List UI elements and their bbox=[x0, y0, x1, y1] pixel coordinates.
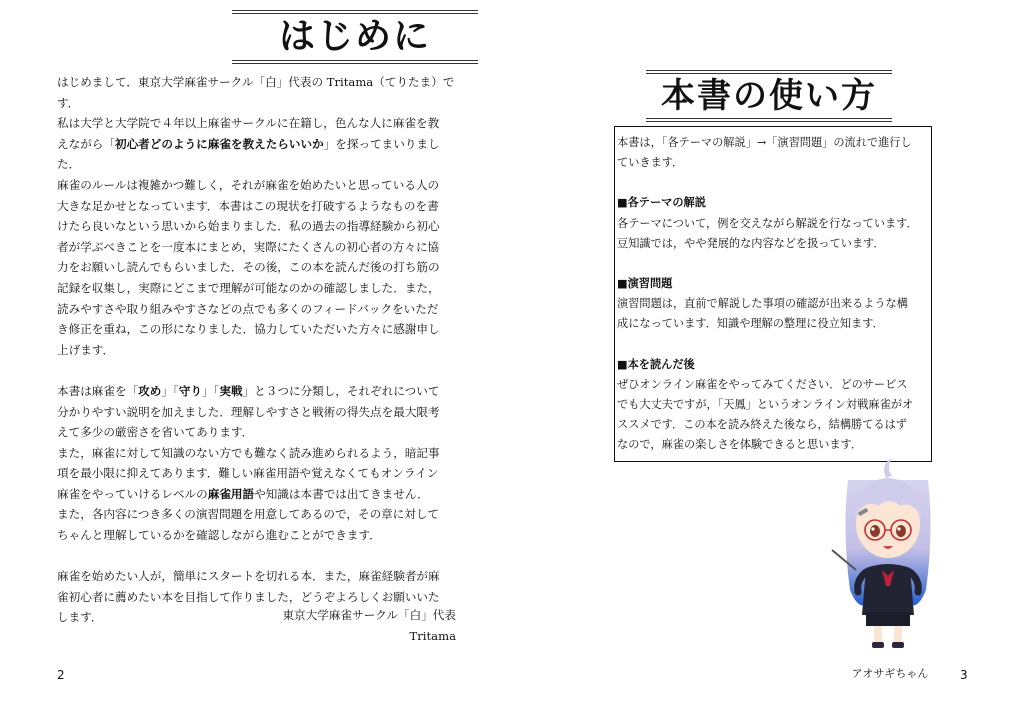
text-line: でも大丈夫ですが，「天鳳」というオンライン対戦麻雀がオ bbox=[617, 398, 914, 412]
text-line: 麻雀を始めたい人が，簡単にスタートを切れる本．また，麻雀経験者が麻 bbox=[57, 569, 440, 584]
signature-name: Tritama bbox=[409, 629, 456, 643]
text-line: 演習問題は，直前で解説した事項の確認が出来るような構 bbox=[617, 297, 908, 311]
text-line: ススメです．この本を読み終えた後なら，結構勝てるはず bbox=[617, 418, 907, 432]
mascot-illustration bbox=[820, 440, 954, 650]
page-number-left: 2 bbox=[57, 668, 65, 682]
text-line: 雀初心者に薦めたい本を目指して作りました，どうぞよろしくお願いいた bbox=[57, 589, 440, 604]
text-line: 成になっています．知識や理解の整理に役立知ます． bbox=[617, 317, 884, 331]
text-line: 上げます． bbox=[57, 342, 115, 357]
text-line: 各テーマについて，例を交えながら解説を行なっています． bbox=[617, 216, 918, 230]
right-page bbox=[512, 0, 1024, 723]
text-line: 麻雀をやっていけるレベルの麻雀用語や知識は本書では出てきません． bbox=[57, 486, 429, 501]
text-line: また，各内容につき多くの演習問題を用意してあるので，その章に対して bbox=[57, 507, 440, 522]
text-line: ちゃんと理解しているかを確認しながら進むことができます． bbox=[57, 528, 381, 543]
text-line: 分かりやすい説明を加えました．理解しやすさと戦術の得失点を最大限考 bbox=[57, 404, 440, 419]
section-heading: ■本を読んだ後 bbox=[617, 357, 695, 371]
text-line: けたら良いなという思いから始まりました．私の過去の指導経験から初心 bbox=[57, 219, 440, 234]
text-line: はじめまして．東京大学麻雀サークル「白」代表の Tritama（てりたま）です． bbox=[57, 75, 455, 110]
uniform bbox=[862, 564, 914, 615]
text-line: き修正を重ね，この形になりました．協力していただいた方々に感謝申し bbox=[57, 322, 440, 337]
text-line: ぜひオンライン麻雀をやってみてください．どのサービス bbox=[617, 377, 908, 391]
text-line: なので，麻雀の楽しさを体験できると思います． bbox=[617, 438, 863, 452]
section-heading: ■各テーマの解説 bbox=[617, 196, 706, 210]
text-line: た． bbox=[57, 157, 81, 172]
text-line: えて多少の厳密さを省いてあります． bbox=[57, 425, 254, 440]
intro-body bbox=[57, 72, 457, 628]
title-rule-bottom bbox=[232, 60, 478, 64]
text-line: 本書は麻雀を「攻め」「守り」「実戦」と３つに分類し，それぞれについて bbox=[57, 383, 440, 398]
text-line: 項を最小限に抑えてあります．難しい麻雀用語や覚えなくてもオンライン bbox=[57, 466, 439, 481]
text-line: 力をお願いし読んでもらいました．その後，この本を読んだ後の打ち筋の bbox=[57, 260, 440, 275]
mascot-caption: アオサギちゃん bbox=[851, 667, 929, 680]
text-line: 麻雀のルールは複雑かつ難しく，それが麻雀を始めたいと思っている人の bbox=[57, 177, 440, 192]
usage-title: 本書の使い方 bbox=[646, 70, 892, 122]
page-number-right: 3 bbox=[960, 668, 968, 682]
usage-box bbox=[614, 126, 932, 462]
text-line: 大きな足かせとなっています．本書はこの現状を打破するようなものを書 bbox=[57, 198, 439, 213]
text-line: 者が学ぶべきことを一度本にまとめ，実際にたくさんの初心者の方々に協 bbox=[57, 239, 440, 254]
section-heading: ■演習問題 bbox=[617, 277, 673, 291]
text-line: します． bbox=[57, 610, 103, 625]
hajimeni-title: はじめに bbox=[232, 10, 478, 64]
text-line: 私は大学と大学院で４年以上麻雀サークルに在籍し，色んな人に麻雀を教 bbox=[57, 116, 440, 131]
text-line: 記録を収集し，実際にどこまで理解が可能なのかの確認しました．また， bbox=[57, 280, 440, 295]
text-line: 読みやすさや取り組みやすさなどの点でも多くのフィードバックをいただ bbox=[57, 301, 439, 316]
text-line: また，麻雀に対して知識のない方でも難なく読み進められるよう，暗記事 bbox=[57, 445, 440, 460]
text-line: えながら「初心者どのように麻雀を教えたらいいか」を探ってまいりまし bbox=[57, 136, 440, 151]
text-line: ていきます． bbox=[617, 156, 684, 170]
text-line: 豆知識では，やや発展的な内容などを扱っています． bbox=[617, 236, 885, 250]
title-rule-bottom bbox=[646, 118, 892, 122]
signature-org: 東京大学麻雀サークル「白」代表 bbox=[282, 608, 456, 622]
bold-phrase: 初心者どのように麻雀を教えたらいいか bbox=[114, 136, 324, 151]
text-line: 本書は，「各テーマの解説」→「演習問題」の流れで進行し bbox=[617, 136, 912, 149]
